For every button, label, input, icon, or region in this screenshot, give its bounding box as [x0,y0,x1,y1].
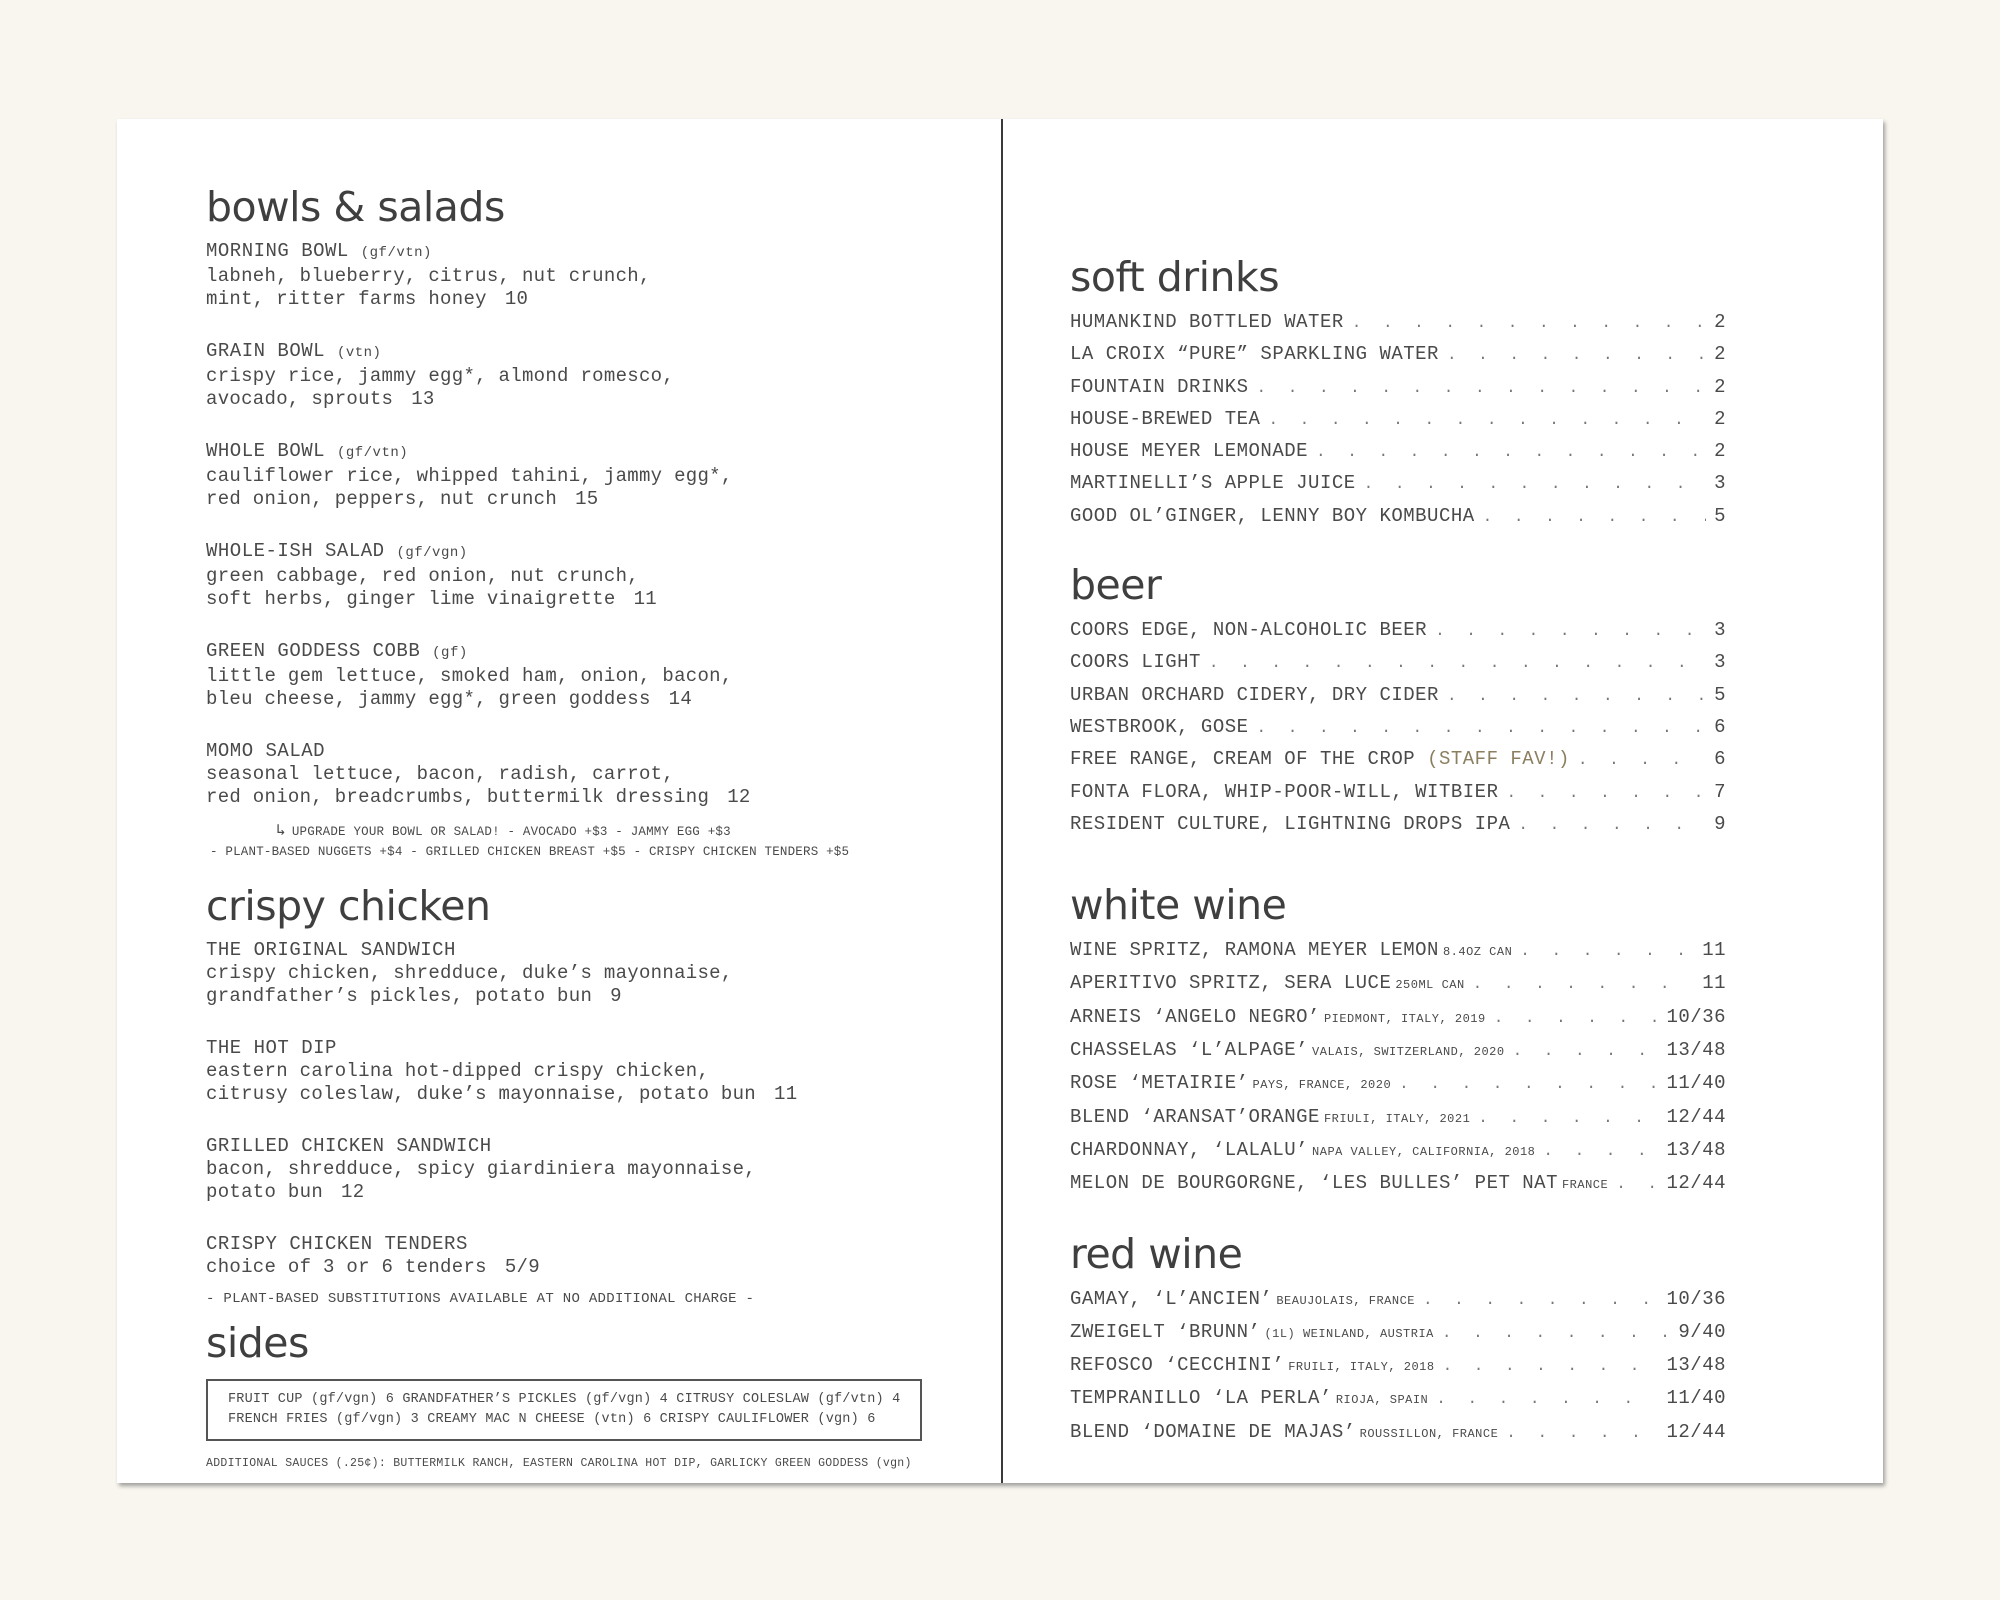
dot-leader [1513,1036,1659,1067]
item-description: crispy rice, jammy egg*, almond romesco, [206,365,675,387]
item-price: 13 [411,388,435,410]
drink-name: CHASSELAS ‘L’ALPAGE’ [1070,1039,1309,1062]
dot-leader [1209,648,1706,679]
drink-row [1070,647,1726,679]
drink-name: ZWEIGELT ‘BRUNN’ [1070,1320,1261,1343]
drink-price: 10/36 [1666,1287,1726,1310]
item-name: CRISPY CHICKEN TENDERS [206,1233,468,1255]
dot-leader [1616,1169,1658,1200]
menu-fold-line [1001,119,1003,1483]
drink-name: GAMAY, ‘L’ANCIEN’ [1070,1287,1273,1310]
drink-row [1070,1002,1726,1035]
drink-name: BLEND ‘DOMAINE DE MAJAS’ [1070,1420,1356,1443]
drink-row [1070,339,1726,371]
item-description: bacon, shredduce, spicy giardiniera mayonnaise, [206,1158,756,1180]
drink-name: REFOSCO ‘CECCHINI’ [1070,1354,1285,1377]
dot-leader [1473,969,1695,1000]
item-description: potato bun [206,1181,324,1203]
drink-row [1070,968,1726,1001]
item-price: 9 [610,985,622,1007]
drink-name: HUMANKIND BOTTLED WATER [1070,311,1344,333]
diet-tag: (gf/vtn) [360,245,432,261]
drink-name: MARTINELLI’S APPLE JUICE [1070,472,1356,495]
dot-leader [1364,469,1706,500]
drink-price: 2 [1714,375,1726,398]
drink-detail: PIEDMONT, ITALY, 2019 [1323,1011,1486,1026]
menu-item [206,739,966,809]
drink-name: ARNEIS ‘ANGELO NEGRO’ [1070,1005,1320,1028]
item-description: red onion, peppers, nut crunch [206,488,558,510]
drink-row [1070,404,1726,436]
item-name: GRAIN BOWL [206,340,326,362]
menu-item [206,1036,966,1106]
dot-leader [1447,681,1706,712]
drink-price: 6 [1714,715,1726,738]
drink-price: 11 [1702,939,1726,962]
drink-name: BLEND ‘ARANSAT’ORANGE [1070,1105,1320,1128]
diet-tag: (vtn) [336,345,382,361]
drink-price: 12/44 [1666,1172,1726,1195]
drink-name: ROSE ‘METAIRIE’ [1070,1072,1249,1095]
drink-row [1070,1350,1726,1383]
bowls-list [206,239,966,809]
item-price: 14 [668,688,693,710]
item-description: labneh, blueberry, citrus, nut crunch, [206,265,651,287]
menu-item [206,439,966,511]
dot-leader [1268,405,1706,436]
section-title-beer: beer [1070,561,1162,610]
dot-leader [1316,437,1706,468]
drink-row [1070,307,1726,339]
section-title-bowls-salads: bowls & salads [206,183,505,231]
dot-leader [1257,713,1707,744]
dot-leader [1506,778,1706,809]
drink-name: TEMPRANILLO ‘LA PERLA’ [1070,1387,1332,1410]
drink-row [1070,1317,1726,1350]
drink-name: FREE RANGE, CREAM OF THE CROP [1070,748,1416,771]
upgrade-line: - PLANT-BASED NUGGETS +$4 - GRILLED CHICKEN BREAST +$5 - CRISPY CHICKEN TENDERS +$5 [210,845,850,859]
drink-row [1070,1168,1726,1201]
item-price: 11 [633,588,657,610]
item-description: choice of 3 or 6 tenders [206,1256,487,1278]
drink-row [1070,468,1726,500]
red-wine-section [1070,1229,1726,1450]
white-wine-section [1070,883,1726,1201]
sauces-note: ADDITIONAL SAUCES (.25¢): BUTTERMILK RANCH, EASTERN CAROLINA HOT DIP, GARLICKY GREEN GODDESS (vgn) [206,1457,912,1470]
drink-detail: BEAUJOLAIS, FRANCE [1276,1293,1415,1308]
item-price: 12 [341,1181,365,1203]
item-name: THE ORIGINAL SANDWICH [206,939,456,961]
diet-tag: (gf/vtn) [336,445,409,461]
menu-item [206,1232,966,1279]
drink-price: 13/48 [1666,1354,1726,1377]
drink-row [1070,1035,1726,1068]
drink-detail: FRIULI, ITALY, 2021 [1323,1111,1471,1126]
drink-price: 13/48 [1666,1039,1726,1062]
item-name: WHOLE BOWL [206,440,326,462]
drink-row [1070,1135,1726,1168]
drink-price: 11/40 [1666,1072,1726,1095]
drink-price: 11 [1702,972,1726,995]
right-page [1070,255,1726,1480]
drink-price: 12/44 [1666,1420,1726,1443]
drink-row [1070,372,1726,404]
item-price: 12 [727,786,751,808]
section-title-white-wine: white wine [1070,881,1287,930]
item-price: 5/9 [504,1256,540,1278]
item-description: seasonal lettuce, bacon, radish, carrot, [206,763,675,785]
drink-row [1070,712,1726,744]
dot-leader [1423,1285,1659,1316]
drink-row [1070,809,1726,841]
drink-detail: PAYS, FRANCE, 2020 [1252,1078,1392,1093]
menu-item [206,539,966,611]
drink-detail: RIOJA, SPAIN [1335,1393,1429,1408]
drink-name: COORS EDGE, NON-ALCOHOLIC BEER [1070,619,1428,642]
drink-row [1070,501,1726,533]
sides-box [206,1379,922,1441]
menu-item [206,938,966,1008]
drink-row [1070,744,1726,776]
item-price: 15 [575,488,599,510]
drink-detail: ROUSSILLON, FRANCE [1359,1426,1499,1441]
item-name: WHOLE-ISH SALAD [206,540,385,562]
drink-name: HOUSE MEYER LEMONADE [1070,440,1309,463]
item-description: bleu cheese, jammy egg*, green goddess [206,688,651,710]
drink-price: 3 [1714,472,1726,495]
left-page [206,185,966,1470]
drink-name: HOUSE-BREWED TEA [1070,407,1261,430]
menu-item [206,339,966,411]
upgrade-note [206,821,966,862]
drink-price: 2 [1714,407,1726,430]
drink-price: 6 [1714,748,1726,771]
item-price: 10 [504,288,529,310]
drink-row [1070,1417,1726,1450]
drink-row [1070,935,1726,968]
drink-price: 9/40 [1678,1320,1726,1343]
item-description: cauliflower rice, whipped tahini, jammy egg*, [206,465,733,487]
dot-leader [1436,1384,1658,1415]
drink-price: 5 [1714,683,1726,706]
drink-row [1070,615,1726,647]
item-name: GREEN GODDESS COBB [206,640,421,662]
drink-price: 3 [1714,651,1726,674]
drink-row [1070,1068,1726,1101]
drink-detail: NAPA VALLEY, CALIFORNIA, 2018 [1312,1144,1536,1159]
item-name: GRILLED CHICKEN SANDWICH [206,1135,492,1157]
dot-leader [1435,616,1706,647]
drink-price: 13/48 [1666,1138,1726,1161]
drink-row [1070,436,1726,468]
drink-name: RESIDENT CULTURE, LIGHTNING DROPS IPA [1070,812,1511,835]
item-description: green cabbage, red onion, nut crunch, [206,565,639,587]
section-title-soft-drinks: soft drinks [1070,253,1280,301]
section-title-sides: sides [206,1319,309,1367]
drink-detail: FRANCE [1561,1178,1609,1193]
drink-price: 5 [1714,504,1726,527]
soft-drinks-section [1070,255,1726,533]
drink-name: WESTBROOK, GOSE [1070,715,1249,738]
drink-price: 2 [1714,440,1726,463]
drink-name: CHARDONNAY, ‘LALALU’ [1070,1138,1309,1161]
drink-row [1070,777,1726,809]
drink-price: 2 [1714,311,1726,333]
dot-leader [1494,1003,1659,1034]
item-description: avocado, sprouts [206,388,394,410]
drink-detail: VALAIS, SWITZERLAND, 2020 [1312,1045,1505,1060]
chicken-list [206,938,966,1279]
drink-detail: 250ML CAN [1395,978,1465,993]
dot-leader [1483,502,1706,533]
drink-detail: FRUILI, ITALY, 2018 [1288,1360,1435,1375]
drink-price: 2 [1714,343,1726,366]
menu-item [206,239,966,311]
dot-leader [1478,1103,1658,1134]
dot-leader [1518,810,1706,841]
beer-section [1070,563,1726,841]
sides-line: FRUIT CUP (gf/vgn) 6 GRANDFATHER’S PICKLES (gf/vgn) 4 CITRUSY COLESLAW (gf/vtn) 4 [228,1392,901,1407]
dot-leader [1506,1418,1658,1449]
dot-leader [1578,745,1706,776]
drink-price: 11/40 [1666,1387,1726,1410]
drink-row [1070,680,1726,712]
item-description: grandfather’s pickles, potato bun [206,985,593,1007]
drink-name: GOOD OL’GINGER, LENNY BOY KOMBUCHA [1070,504,1475,527]
drink-price: 7 [1714,780,1726,803]
drink-row [1070,1102,1726,1135]
sides-line: FRENCH FRIES (gf/vgn) 3 CREAMY MAC N CHEESE (vtn) 6 CRISPY CAULIFLOWER (vgn) 6 [228,1412,876,1427]
diet-tag: (gf) [432,645,468,661]
upgrade-line: UPGRADE YOUR BOWL OR SALAD! - AVOCADO +$3 - JAMMY EGG +$3 [291,825,731,839]
drink-name: URBAN ORCHARD CIDERY, DRY CIDER [1070,683,1439,706]
item-description: mint, ritter farms honey [206,288,487,310]
drink-name: APERITIVO SPRITZ, SERA LUCE [1070,972,1392,995]
drink-detail: 8.4OZ CAN [1442,945,1513,960]
drink-detail: (1L) WEINLAND, AUSTRIA [1264,1326,1434,1341]
dot-leader [1543,1136,1658,1167]
item-price: 11 [774,1083,798,1105]
item-description: citrusy coleslaw, duke’s mayonnaise, potato bun [206,1083,756,1105]
drink-name: MELON DE BOURGORGNE, ‘LES BULLES’ PET NAT [1070,1172,1558,1195]
menu-item [206,1134,966,1204]
drink-name: FONTA FLORA, WHIP-POOR-WILL, WITBIER [1070,780,1499,803]
dot-leader [1257,373,1707,404]
item-description: little gem lettuce, smoked ham, onion, bacon, [206,665,733,687]
dot-leader [1399,1069,1658,1100]
dot-leader [1520,936,1694,967]
drink-row [1070,1284,1726,1317]
item-description: eastern carolina hot-dipped crispy chicken, [206,1060,710,1082]
drink-price: 3 [1714,619,1726,642]
drink-price: 10/36 [1666,1005,1726,1028]
upgrade-arrow-icon: ↳ [276,822,286,840]
dot-leader [1352,308,1706,339]
item-name: THE HOT DIP [206,1037,337,1059]
item-description: soft herbs, ginger lime vinaigrette [206,588,616,610]
section-title-crispy-chicken: crispy chicken [206,882,491,930]
dot-leader [1447,340,1706,371]
drink-price: 12/44 [1666,1105,1726,1128]
menu-item [206,639,966,711]
item-name: MOMO SALAD [206,740,326,762]
drink-row [1070,1383,1726,1416]
dot-leader [1442,1318,1671,1349]
section-title-red-wine: red wine [1070,1229,1243,1278]
staff-fav-label: (STAFF FAV!) [1427,748,1570,771]
diet-tag: (gf/vgn) [396,545,468,561]
drink-price: 9 [1714,812,1726,835]
drink-name: FOUNTAIN DRINKS [1070,375,1249,398]
drink-name: LA CROIX “PURE” SPARKLING WATER [1070,343,1439,366]
item-name: MORNING BOWL [206,240,349,262]
drink-name: WINE SPRITZ, RAMONA MEYER LEMON [1070,939,1439,962]
substitution-note: - PLANT-BASED SUBSTITUTIONS AVAILABLE AT NO ADDITIONAL CHARGE - [206,1291,755,1307]
drink-name: COORS LIGHT [1070,651,1201,674]
item-description: crispy chicken, shredduce, duke’s mayonnaise, [206,962,733,984]
dot-leader [1443,1351,1659,1382]
item-description: red onion, breadcrumbs, buttermilk dressing [206,786,710,808]
